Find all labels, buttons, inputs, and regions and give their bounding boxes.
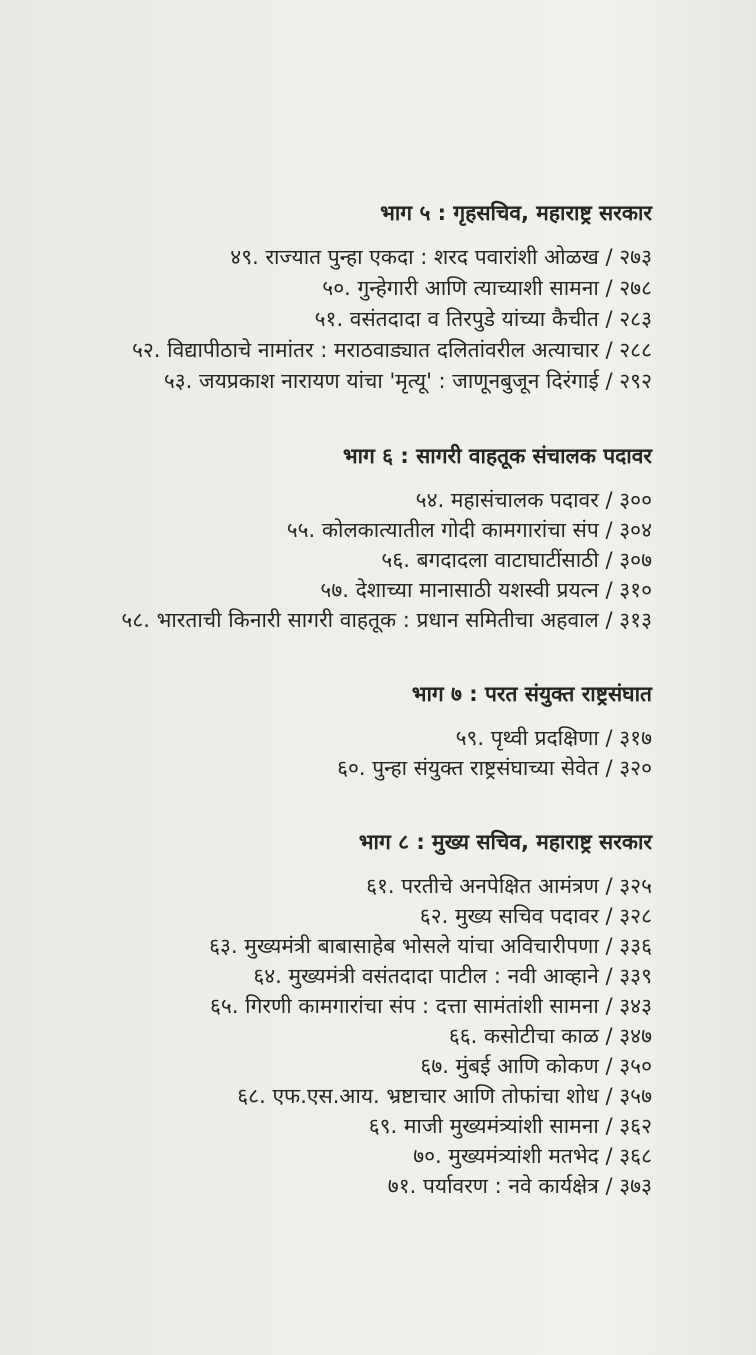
page-number: ३०४	[619, 518, 652, 542]
chapter-title: ५३. जयप्रकाश नारायण यांचा 'मृत्यू' : जाणूनबुजून दिरंगाई	[163, 369, 599, 393]
page-number: २९२	[619, 369, 652, 393]
toc-entry	[12, 485, 652, 515]
page-separator: /	[598, 874, 620, 898]
chapter-title: ५२. विद्यापीठाचे नामांतर : मराठवाड्यात दलितांवरील अत्याचार	[131, 338, 599, 362]
toc-entry	[12, 1171, 652, 1201]
toc-entry	[12, 304, 652, 335]
page-number: ३२०	[619, 756, 652, 780]
toc-entry	[12, 273, 652, 304]
page-separator: /	[598, 518, 620, 542]
chapter-title: ५४. महासंचालक पदावर	[415, 488, 599, 512]
page-separator: /	[598, 1174, 620, 1198]
section-heading: भाग ५ : गृहसचिव, महाराष्ट्र सरकार	[380, 201, 652, 225]
chapter-title: ५६. बगदादला वाटाघाटींसाठी	[381, 548, 599, 572]
page-separator: /	[598, 1024, 620, 1048]
page-number: ३१३	[619, 608, 652, 632]
toc-entry	[12, 1051, 652, 1081]
chapter-title: ६१. परतीचे अनपेक्षित आमंत्रण	[366, 874, 599, 898]
toc-section-6	[12, 441, 652, 635]
page-number: ३४३	[619, 994, 652, 1018]
section-heading: भाग ६ : सागरी वाहतूक संचालक पदावर	[342, 444, 652, 468]
toc-entry	[12, 575, 652, 605]
chapter-title: ६४. मुख्यमंत्री वसंतदादा पाटील : नवी आव्हाने	[253, 964, 599, 988]
toc-entry	[12, 1021, 652, 1051]
toc-section-8	[12, 827, 652, 1201]
chapter-title: ६५. गिरणी कामगारांचा संप : दत्ता सामंतांशी सामना	[209, 994, 599, 1018]
toc-entry	[12, 242, 652, 273]
toc-entry	[12, 931, 652, 961]
page-separator: /	[598, 726, 620, 750]
chapter-title: ७१. पर्यावरण : नवे कार्यक्षेत्र	[387, 1174, 599, 1198]
chapter-title: ६०. पुन्हा संयुक्त राष्ट्रसंघाच्या सेवेत	[337, 756, 599, 780]
page-separator: /	[598, 548, 620, 572]
table-of-contents	[12, 198, 652, 1245]
page-number: ३७३	[619, 1174, 652, 1198]
toc-entry	[12, 366, 652, 397]
page-separator: /	[598, 338, 620, 362]
toc-entry	[12, 515, 652, 545]
chapter-title: ६२. मुख्य सचिव पदावर	[419, 904, 599, 928]
page-separator: /	[598, 934, 620, 958]
chapter-title: ५७. देशाच्या मानासाठी यशस्वी प्रयत्न	[320, 578, 599, 602]
page-separator: /	[598, 578, 620, 602]
page-number: ३०७	[619, 548, 652, 572]
chapter-title: ५५. कोलकात्यातील गोदी कामगारांचा संप	[286, 518, 599, 542]
page-separator: /	[598, 608, 620, 632]
page-number: ३५७	[619, 1084, 652, 1108]
page-separator: /	[598, 1084, 620, 1108]
chapter-title: ६६. कसोटीचा काळ	[448, 1024, 599, 1048]
toc-section-5	[12, 198, 652, 397]
chapter-title: ५०. गुन्हेगारी आणि त्याच्याशी सामना	[322, 276, 599, 300]
toc-entry	[12, 723, 652, 753]
section-heading: भाग ७ : परत संयुक्त राष्ट्रसंघात	[411, 682, 652, 706]
page-number: २८३	[619, 307, 652, 331]
toc-entry	[12, 335, 652, 366]
chapter-title: ४९. राज्यात पुन्हा एकदा : शरद पवारांशी ओळख	[230, 245, 599, 269]
page-separator: /	[598, 369, 620, 393]
toc-entry	[12, 991, 652, 1021]
chapter-title: ७०. मुख्यमंत्र्यांशी मतभेद	[413, 1144, 599, 1168]
toc-entry	[12, 1111, 652, 1141]
page-number: ३४७	[619, 1024, 652, 1048]
section-heading: भाग ८ : मुख्य सचिव, महाराष्ट्र सरकार	[358, 830, 652, 854]
page-separator: /	[598, 276, 620, 300]
page-number: २८८	[619, 338, 652, 362]
page-number: ३००	[619, 488, 652, 512]
page-number: ३३९	[619, 964, 652, 988]
toc-entry	[12, 545, 652, 575]
toc-entry	[12, 961, 652, 991]
page-number: ३२८	[619, 904, 652, 928]
page-separator: /	[598, 904, 620, 928]
page-separator: /	[598, 1144, 620, 1168]
page-number: ३६२	[619, 1114, 652, 1138]
toc-entry	[12, 1081, 652, 1111]
page-separator: /	[598, 994, 620, 1018]
toc-entry	[12, 605, 652, 635]
page-separator: /	[598, 245, 620, 269]
page-number: ३६८	[619, 1144, 652, 1168]
toc-entry	[12, 901, 652, 931]
chapter-title: ६३. मुख्यमंत्री बाबासाहेब भोसले यांचा अविचारीपणा	[209, 934, 599, 958]
page-separator: /	[598, 488, 620, 512]
page-separator: /	[598, 964, 620, 988]
chapter-title: ५९. पृथ्वी प्रदक्षिणा	[455, 726, 599, 750]
toc-entry	[12, 753, 652, 783]
chapter-title: ५८. भारताची किनारी सागरी वाहतूक : प्रधान समितीचा अहवाल	[121, 608, 599, 632]
page-separator: /	[598, 1114, 620, 1138]
page-number: ३५०	[619, 1054, 652, 1078]
chapter-title: ६९. माजी मुख्यमंत्र्यांशी सामना	[368, 1114, 599, 1138]
toc-section-7	[12, 679, 652, 783]
toc-entry	[12, 1141, 652, 1171]
page-separator: /	[598, 307, 620, 331]
page-number: ३२५	[619, 874, 652, 898]
page-number: ३१०	[619, 578, 652, 602]
page-number: २७३	[619, 245, 652, 269]
chapter-title: ५१. वसंतदादा व तिरपुडे यांच्या कैचीत	[314, 307, 599, 331]
page-separator: /	[598, 1054, 620, 1078]
chapter-title: ६७. मुंबई आणि कोकण	[420, 1054, 599, 1078]
page-number: २७८	[619, 276, 652, 300]
chapter-title: ६८. एफ.एस.आय. भ्रष्टाचार आणि तोफांचा शोध	[237, 1084, 599, 1108]
page-separator: /	[598, 756, 620, 780]
toc-entry	[12, 871, 652, 901]
page-number: ३१७	[619, 726, 652, 750]
page-number: ३३६	[619, 934, 652, 958]
